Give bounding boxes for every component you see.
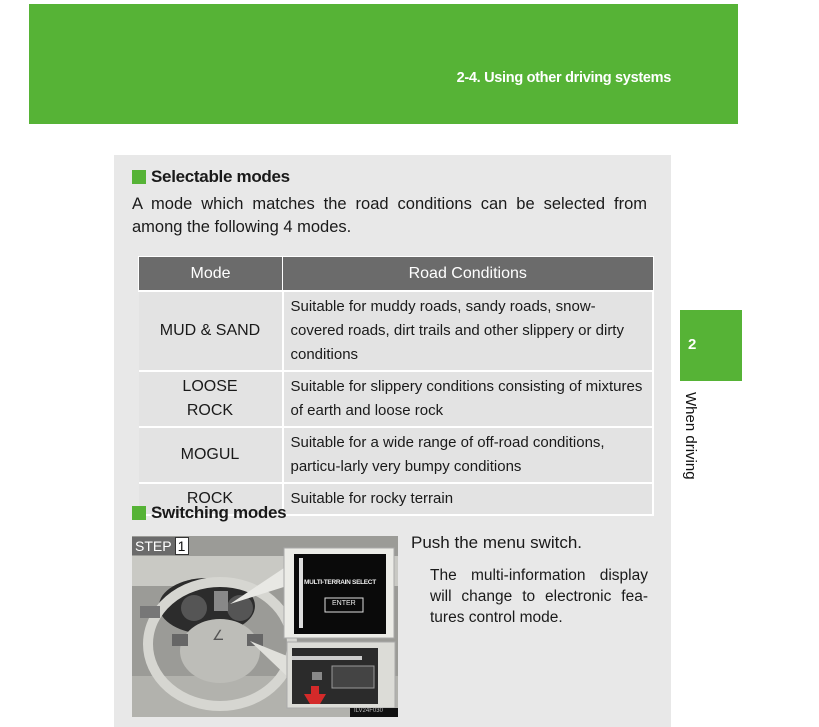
step-instruction: Push the menu switch. <box>411 533 583 552</box>
display-text: MULTI-TERRAIN SELECT <box>304 579 376 586</box>
dashboard-illustration <box>132 536 398 717</box>
mode-cell: MOGUL <box>139 427 283 483</box>
column-header-conditions: Road Conditions <box>283 257 654 292</box>
intro-paragraph: A mode which matches the road conditions can be selected from among the following 4 modes. <box>132 195 647 236</box>
table-header-row <box>139 257 654 292</box>
table-row <box>139 291 654 371</box>
enter-button-label: ENTER <box>332 600 356 607</box>
conditions-cell: Suitable for rocky terrain <box>283 483 654 515</box>
table-row <box>139 427 654 483</box>
chapter-tab[interactable] <box>680 310 742 381</box>
green-square-icon <box>132 506 146 520</box>
content-panel <box>114 155 671 727</box>
steering-wheel-figure <box>132 536 398 717</box>
mode-cell: ROCK <box>139 483 283 515</box>
step-number: 1 <box>175 537 189 555</box>
heading-text: Selectable modes <box>151 167 290 186</box>
table-row <box>139 371 654 427</box>
step-description: The multi-information display will change to electronic fea-tures control mode. <box>430 567 648 626</box>
conditions-cell: Suitable for a wide range of off-road conditions, particu-larly very bumpy conditions <box>283 427 654 483</box>
heading-text: Switching modes <box>151 503 287 522</box>
chapter-number: 2 <box>688 336 697 353</box>
modes-table <box>138 256 654 516</box>
chapter-header <box>29 4 738 124</box>
switching-modes-heading <box>132 503 286 523</box>
step-label: STEP <box>132 537 175 555</box>
chapter-tab-label: When driving <box>682 392 699 480</box>
mode-cell: MUD & SAND <box>139 291 283 371</box>
column-header-mode: Mode <box>139 257 283 292</box>
step-badge <box>132 537 189 555</box>
selectable-modes-heading <box>132 167 290 187</box>
section-title: 2-4. Using other driving systems <box>456 70 671 86</box>
green-square-icon <box>132 170 146 184</box>
mode-text: LOOSE ROCK <box>182 378 238 419</box>
conditions-cell: Suitable for slippery conditions consisting of mixtures of earth and loose rock <box>283 371 654 427</box>
mode-cell <box>139 371 283 427</box>
svg-text:∠: ∠ <box>212 627 225 643</box>
figure-code: ILV24F030 <box>354 708 383 714</box>
conditions-cell: Suitable for muddy roads, sandy roads, snow-covered roads, dirt trails and other slippery or dirty conditions <box>283 291 654 371</box>
